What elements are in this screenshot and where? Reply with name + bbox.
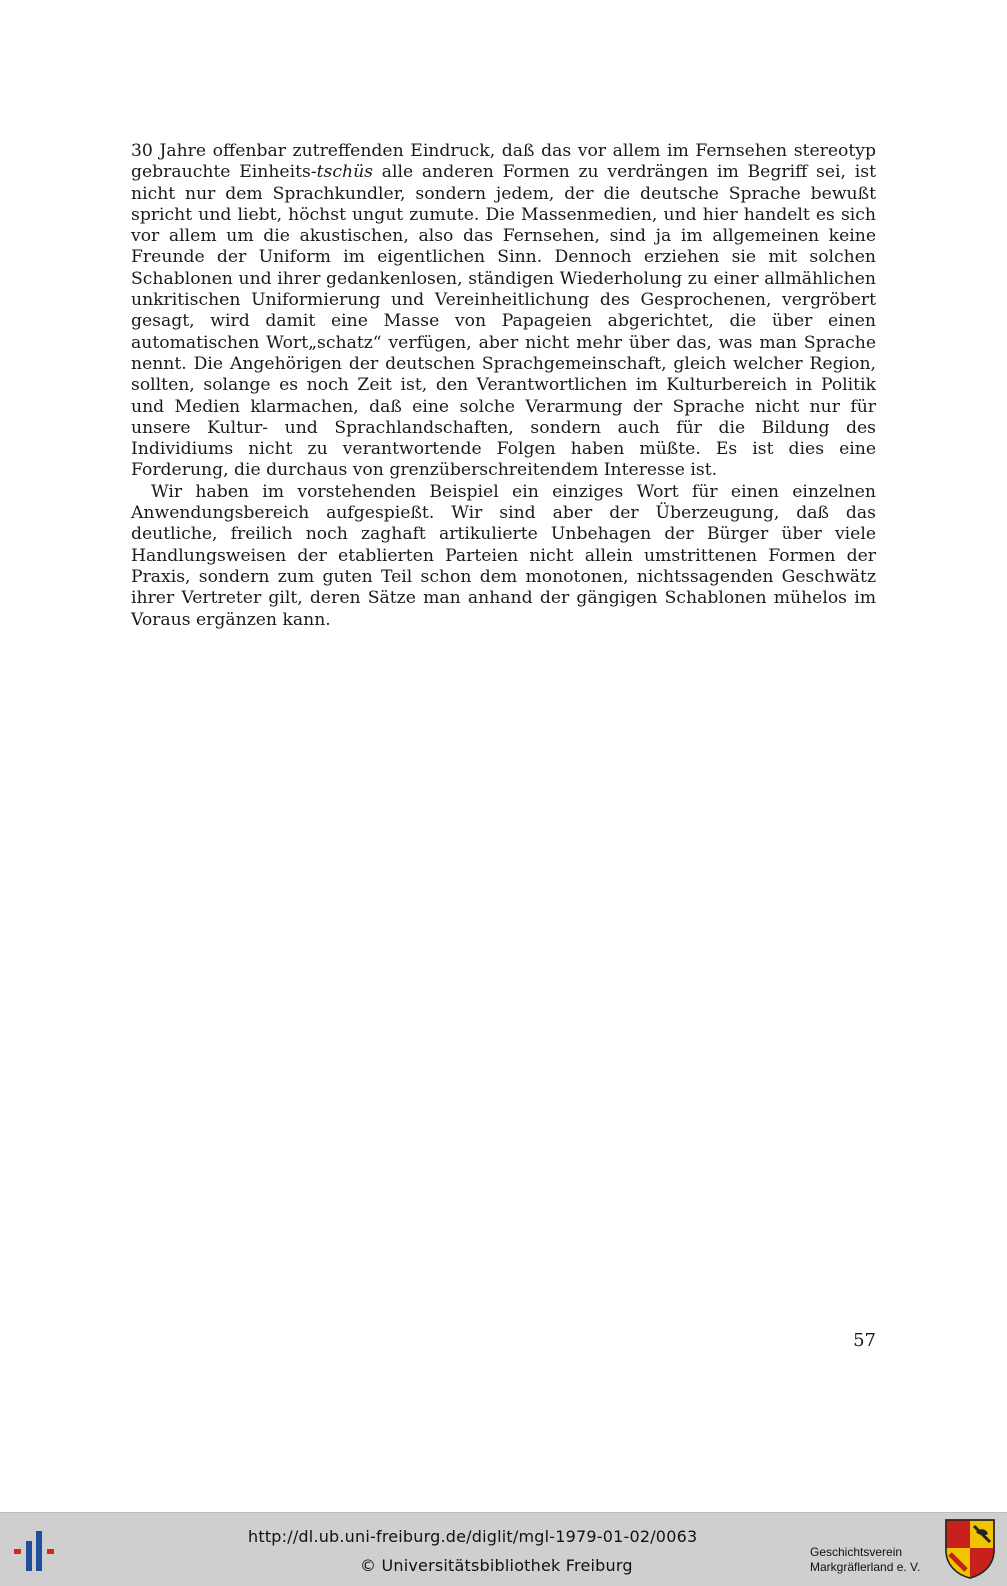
footer-bar: [0, 1512, 1007, 1586]
page-number: 57: [853, 1330, 876, 1351]
ub-freiburg-logo-icon: [12, 1527, 64, 1575]
copyright-notice: © Universitätsbibliothek Freiburg: [360, 1556, 633, 1575]
coat-of-arms-icon: [944, 1518, 996, 1580]
article-body: [131, 141, 876, 631]
paragraph-2: Wir haben im vorstehenden Beispiel ein einziges Wort für einen einzelnen Anwendungsbereich aufgespießt. Wir sind aber der Überzeugung, daß das deutliche, freilich noch zaghaft artikulierte Unbehagen der Bürger über viele Handlungsweisen der etablierten Parteien nicht allein umstrittenen Formen der Praxis, sondern zum guten Teil schon dem monotonen, nichtssagenden Geschwätz ihrer Vertreter gilt, deren Sätze man anhand der gängigen Schablonen mühelos im Voraus ergänzen kann.: [131, 481, 876, 630]
paragraph-1: 30 Jahre offenbar zutreffenden Eindruck, daß das vor allem im Fernsehen stereotyp gebrauchte Einheits-tschüs alle anderen Formen zu verdrängen im Begriff sei, ist nicht nur dem Sprachkundler, sondern jedem, der die deutsche Sprache bewußt spricht und liebt, höchst ungut zumute. Die Massenmedien, und hier handelt es sich vor allem um die akustischen, also das Fernsehen, sind ja im allgemeinen keine Freunde der Uniform im eigentlichen Sinn. Dennoch erziehen sie mit solchen Schablonen und ihrer gedankenlosen, ständigen Wiederholung zu einer allmählichen unkritischen Uniformierung und Vereinheitlichung des Gesprochenen, vergröbert gesagt, wird damit eine Masse von Papageien abgerichtet, die über einen automatischen Wort„schatz“ verfügen, aber nicht mehr über das, was man Sprache nennt. Die Angehörigen der deutschen Sprachgemeinschaft, gleich welcher Region, sollten, solange es noch Zeit ist, den Verantwortlichen im Kulturbereich in Politik und Medien klarmachen, daß eine solche Verarmung der Sprache nicht nur für unsere Kultur- und Sprachlandschaften, sondern auch für die Bildung des Individiums nicht zu verantwortende Folgen haben müßte. Es ist dies eine Forderung, die durchaus von grenzüberschreitendem Interesse ist.: [131, 141, 876, 481]
society-name-line-1: Geschichtsverein: [810, 1545, 903, 1559]
italic-word: tschüs: [316, 162, 373, 183]
document-url-link[interactable]: http://dl.ub.uni-freiburg.de/diglit/mgl-1979-01-02/0063: [248, 1527, 698, 1546]
society-name: [810, 1545, 935, 1575]
society-name-line-2: Markgräflerland e. V.: [810, 1560, 921, 1574]
